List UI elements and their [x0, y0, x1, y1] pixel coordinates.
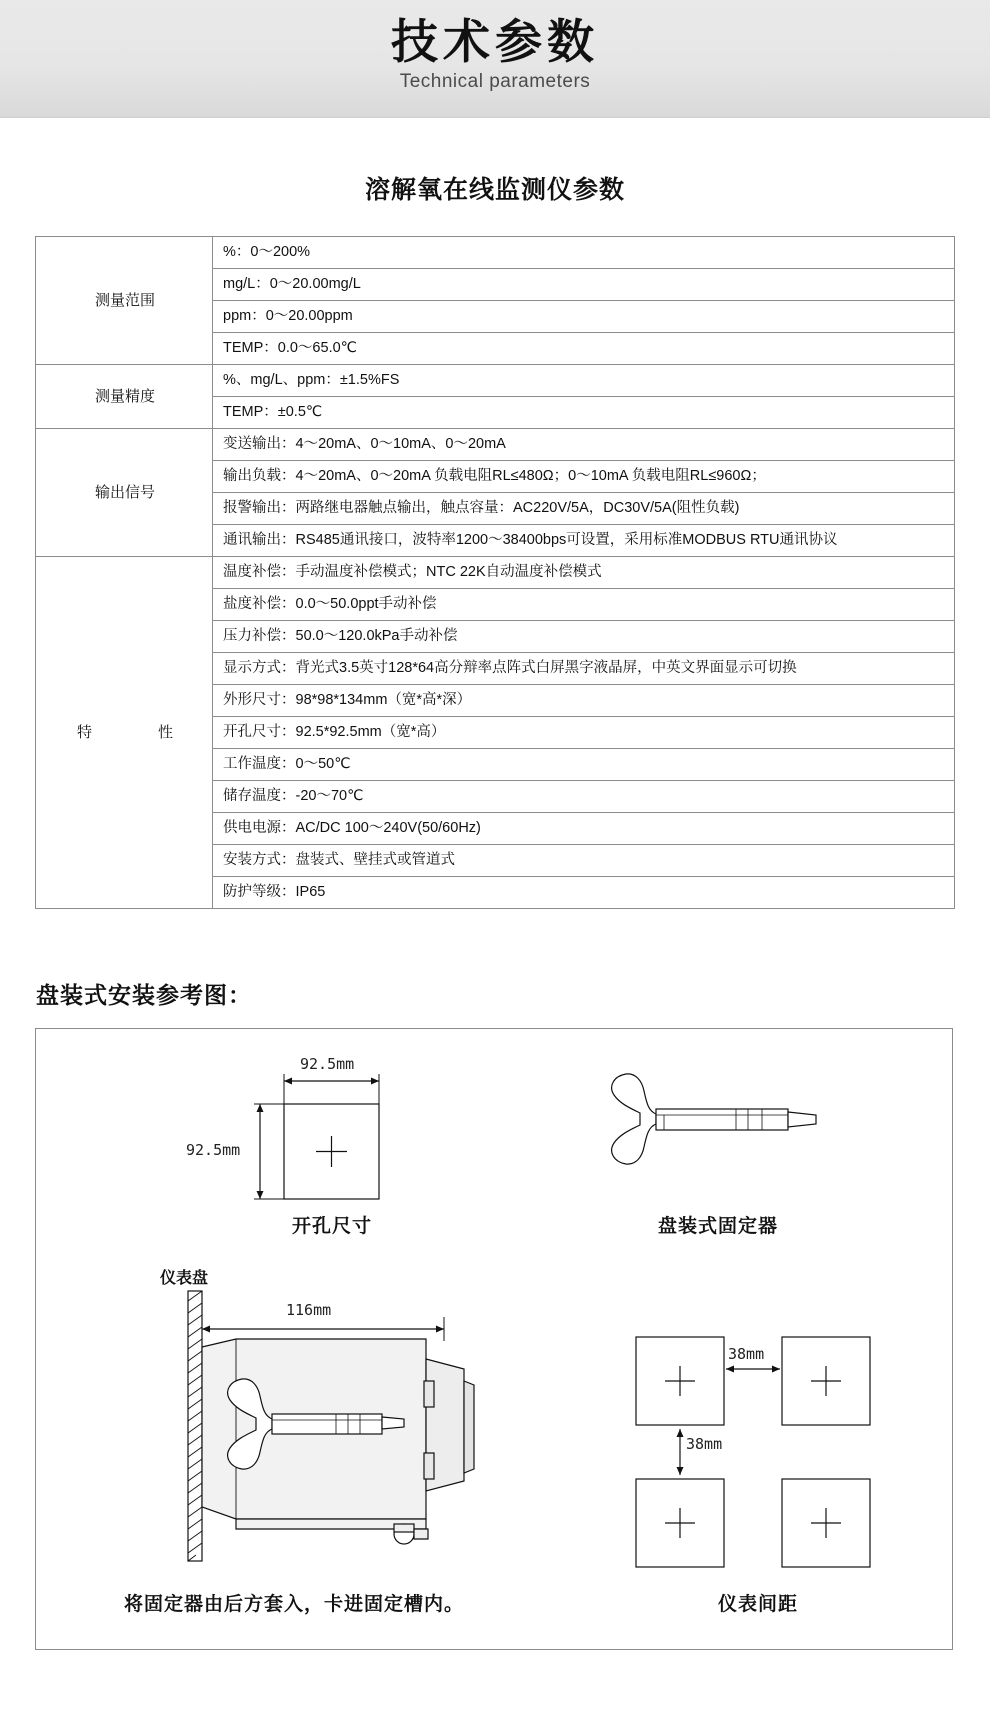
install-diagram-svg [36, 1029, 952, 1649]
caption-fixer: 盘装式固定器 [657, 1216, 778, 1238]
table-row [36, 557, 955, 589]
spec-category: 输出信号 [36, 429, 213, 557]
dim-label-depth: 116mm [286, 1301, 332, 1320]
page-bottom-space [0, 1650, 990, 1710]
caption-mount: 将固定器由后方套入，卡进固定槽内。 [123, 1594, 464, 1616]
spec-value: ppm：0～20.00ppm [213, 301, 955, 333]
dim-label-width: 92.5mm [300, 1055, 355, 1074]
page-banner [0, 0, 990, 118]
spec-value: 盐度补偿：0.0～50.0ppt手动补偿 [213, 589, 955, 621]
spec-table [35, 236, 955, 909]
spec-category: 测量精度 [36, 365, 213, 429]
spec-value: 储存温度：-20～70℃ [213, 781, 955, 813]
dim-label-gap-vertical: 38mm [686, 1435, 723, 1454]
spec-value: 变送输出：4～20mA、0～10mA、0～20mA [213, 429, 955, 461]
spec-value: 温度补偿：手动温度补偿模式；NTC 22K自动温度补偿模式 [213, 557, 955, 589]
spec-table-wrap [35, 236, 955, 909]
spec-value: 输出负载：4～20mA、0～20mA 负载电阻RL≤480Ω；0～10mA 负载电阻RL≤960Ω； [213, 461, 955, 493]
caption-spacing: 仪表间距 [717, 1594, 798, 1616]
spec-value: TEMP：0.0～65.0℃ [213, 333, 955, 365]
spec-value: 显示方式：背光式3.5英寸128*64高分辩率点阵式白屏黑字液晶屏，中英文界面显示可切换 [213, 653, 955, 685]
spec-value: 开孔尺寸：92.5*92.5mm（宽*高） [213, 717, 955, 749]
spec-value: 防护等级：IP65 [213, 877, 955, 909]
spec-value: %、mg/L、ppm：±1.5%FS [213, 365, 955, 397]
spec-value: 供电电源：AC/DC 100～240V(50/60Hz) [213, 813, 955, 845]
label-panel: 仪表盘 [160, 1270, 209, 1288]
table-row [36, 237, 955, 269]
banner-title-cn: 技术参数 [391, 15, 599, 68]
spec-category: 测量范围 [36, 237, 213, 365]
table-row [36, 429, 955, 461]
spec-value: TEMP：±0.5℃ [213, 397, 955, 429]
install-diagram-box [35, 1028, 953, 1650]
spec-value: 外形尺寸：98*98*134mm（宽*高*深） [213, 685, 955, 717]
spec-value: 工作温度：0～50℃ [213, 749, 955, 781]
install-section-title: 盘装式安装参考图： [36, 982, 252, 1009]
spec-value: %：0～200% [213, 237, 955, 269]
spec-value: 通讯输出：RS485通讯接口，波特率1200～38400bps可设置，采用标准MODBUS RTU通讯协议 [213, 525, 955, 557]
spec-value: 安装方式：盘装式、壁挂式或管道式 [213, 845, 955, 877]
table-row [36, 365, 955, 397]
spec-value: 报警输出：两路继电器触点输出，触点容量：AC220V/5A，DC30V/5A(阻性负载) [213, 493, 955, 525]
banner-title-en: Technical parameters [399, 71, 591, 93]
caption-cutout: 开孔尺寸 [291, 1216, 372, 1238]
spec-category: 特 性 [36, 557, 213, 909]
page-title: 溶解氧在线监测仪参数 [364, 176, 625, 204]
dim-label-gap-horizontal: 38mm [728, 1345, 765, 1364]
spec-value: mg/L：0～20.00mg/L [213, 269, 955, 301]
dim-label-height: 92.5mm [186, 1141, 241, 1160]
spec-value: 压力补偿：50.0～120.0kPa手动补偿 [213, 621, 955, 653]
